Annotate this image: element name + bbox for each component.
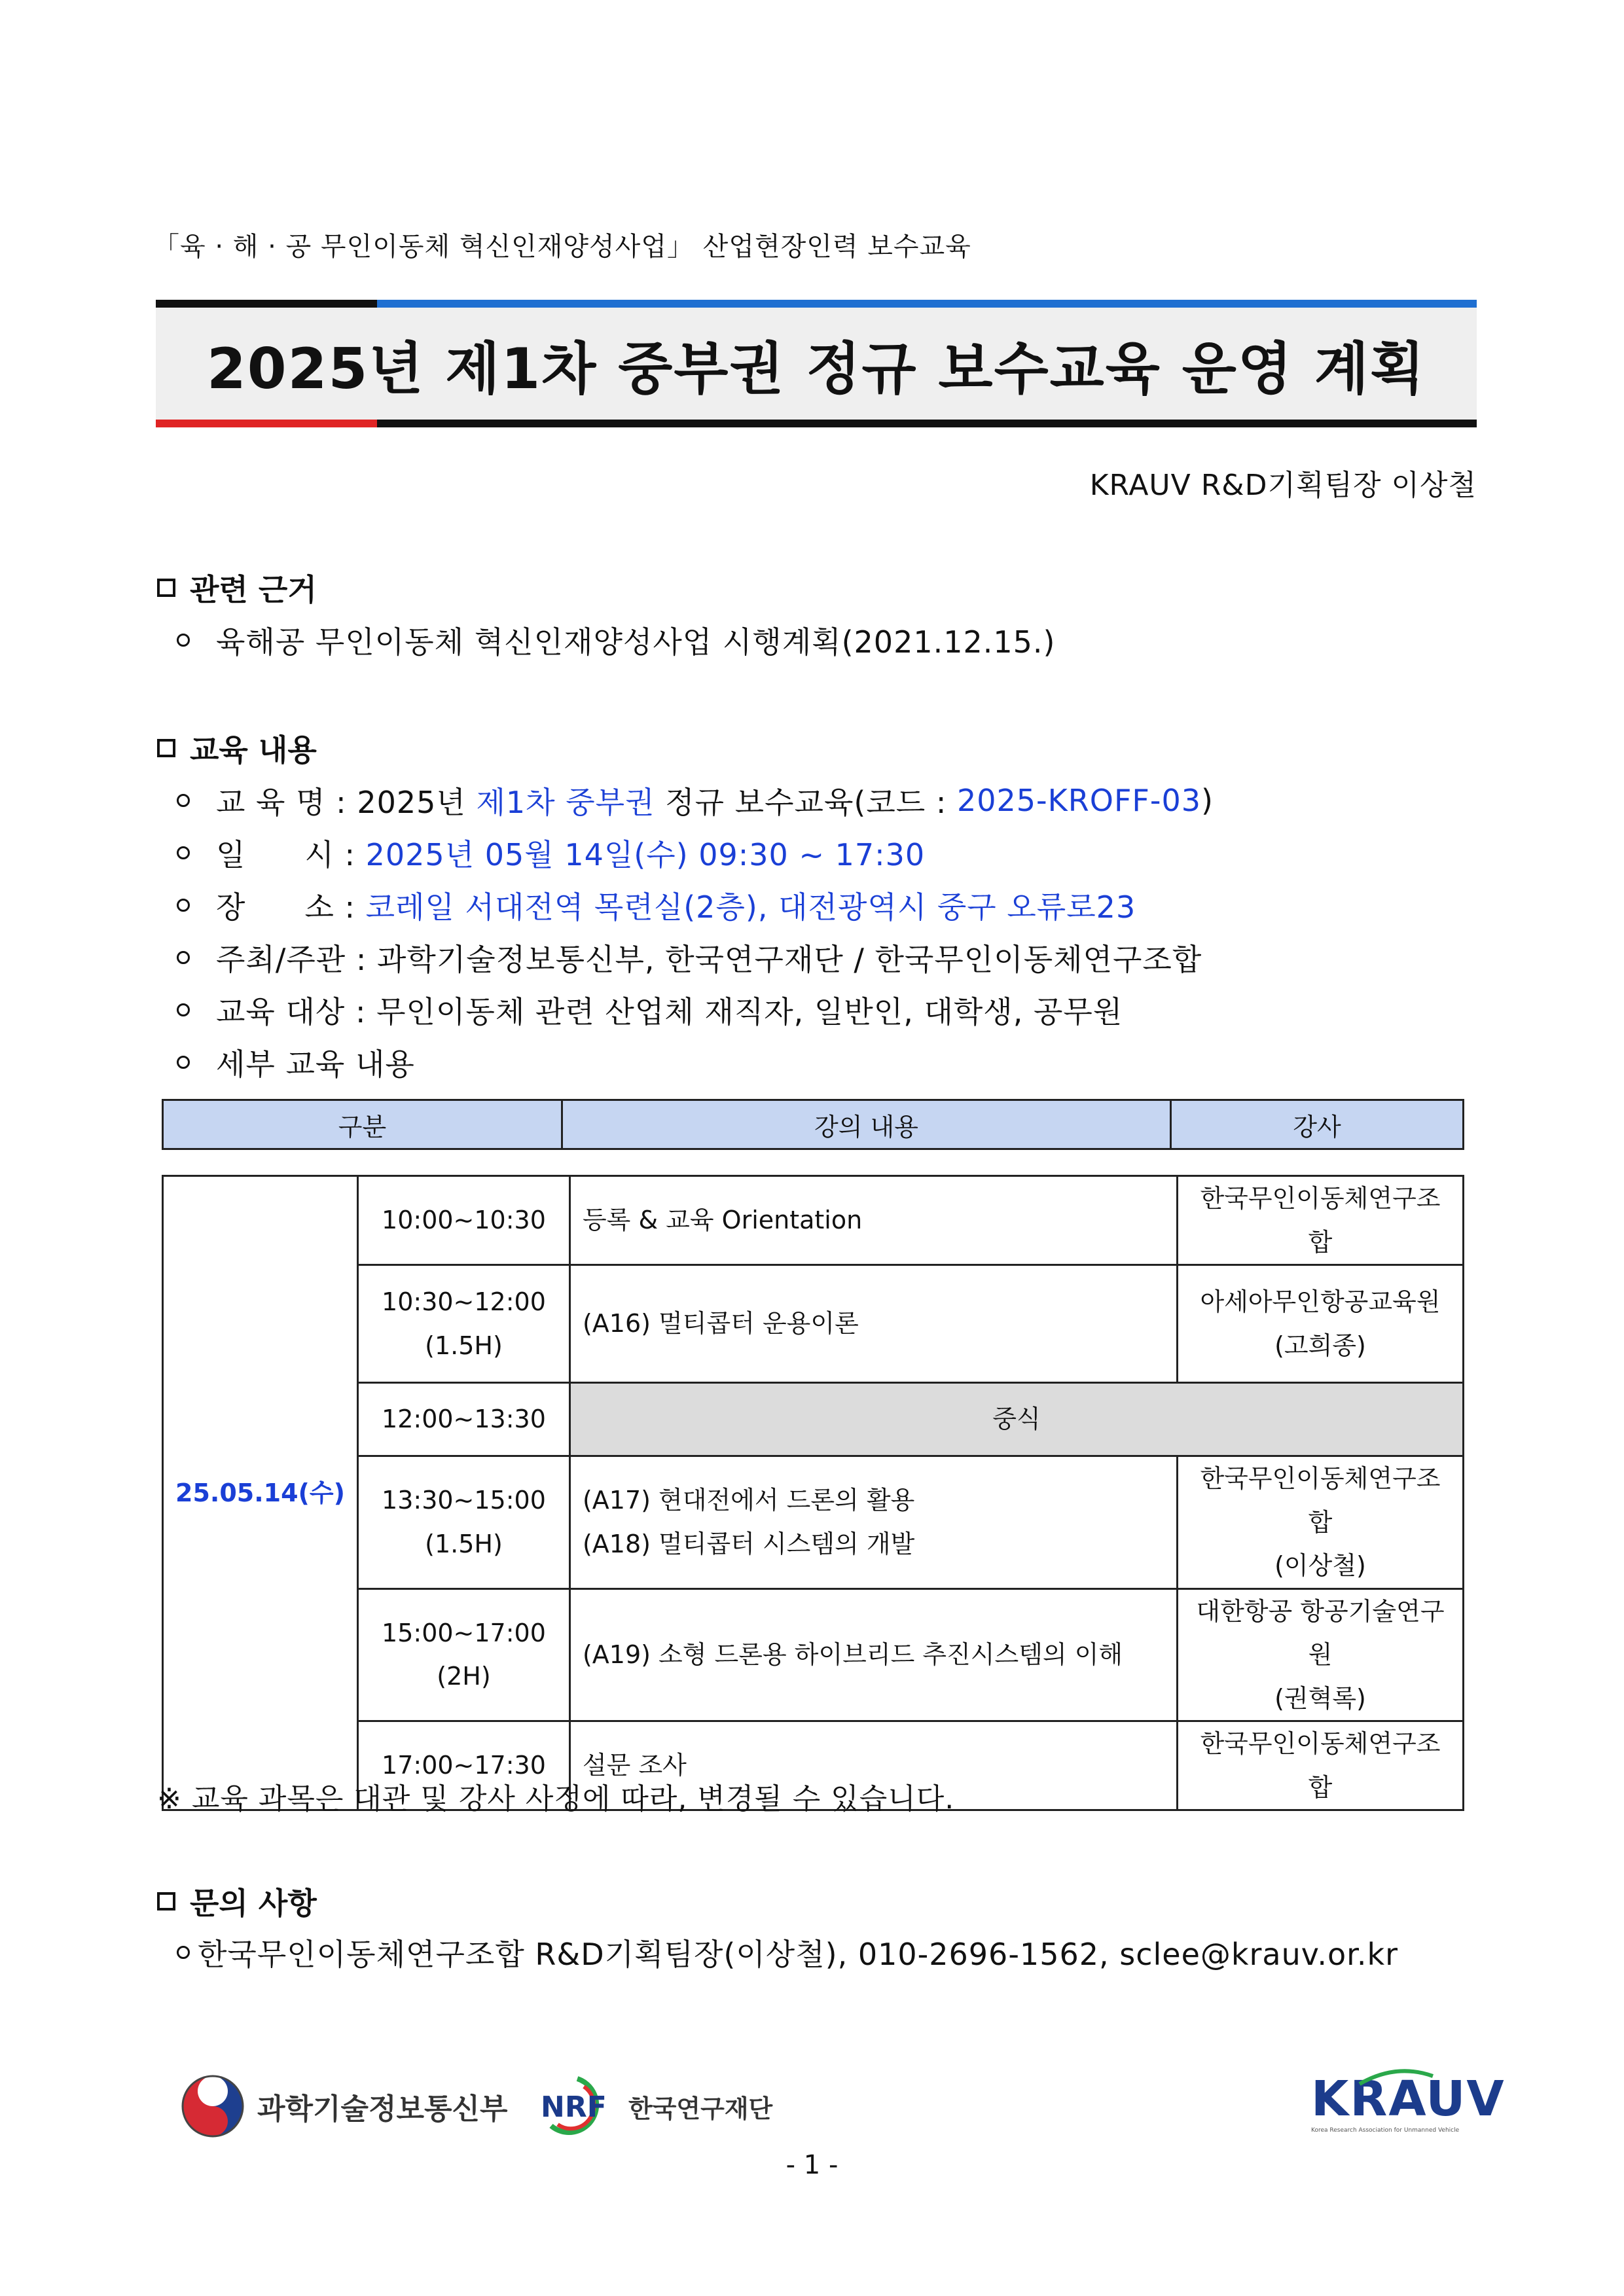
venue-value: 코레일 서대전역 목련실(2층), 대전광역시 중구 오류로23 [365, 889, 1136, 925]
target-item [177, 988, 1123, 1031]
nrf-logo [538, 2073, 772, 2139]
circle-bullet-icon [177, 794, 190, 807]
circle-bullet-icon [177, 899, 190, 912]
document-title: 2025년 제1차 중부권 정규 보수교육 운영 계획 [206, 336, 1426, 402]
instructor-cell [1177, 1588, 1463, 1721]
time-cell [357, 1265, 569, 1383]
taegeuk-icon [180, 2073, 245, 2139]
instructor-cell [1177, 1721, 1463, 1810]
circle-bullet-icon [177, 1003, 190, 1016]
lunch-text: 중식 [992, 1405, 1041, 1434]
venue-label-a: 장 [216, 889, 246, 925]
schedule-table [162, 1175, 1464, 1811]
instructor-text: 대한항공 항공기술연구원 [1196, 1596, 1445, 1669]
title-bar-top-right [377, 300, 1477, 308]
title-bar-bottom-left [156, 420, 377, 427]
time-text: 15:00~17:00 [382, 1618, 546, 1647]
document-subtitle: 「육 · 해 · 공 무인이동체 혁신인재양성사업」 산업현장인력 보수교육 [153, 232, 971, 262]
circle-bullet-icon [177, 951, 190, 964]
schedule-table-header [162, 1099, 1464, 1150]
schedule-value: 2025년 05월 14일(수) 09:30 ~ 17:30 [365, 837, 926, 872]
krauv-swoosh-icon [1357, 2067, 1435, 2087]
author-line: KRAUV R&D기획팀장 이상철 [1089, 469, 1477, 502]
schedule-label-a: 일 [216, 837, 246, 872]
detail-item [177, 1041, 415, 1084]
title-bar-top-left [156, 300, 377, 308]
target-text: 교육 대상 : 무인이동체 관련 산업체 재직자, 일반인, 대학생, 공무원 [216, 994, 1123, 1030]
basis-item [177, 619, 1055, 662]
contact-item [177, 1931, 1398, 1974]
checkbox-icon [157, 1892, 175, 1910]
time-text: 17:00~17:30 [382, 1751, 546, 1780]
time-text: 10:00~10:30 [382, 1206, 546, 1235]
host-text: 주최/주관 : 과학기술정보통신부, 한국연구재단 / 한국무인이동체연구조합 [216, 942, 1202, 977]
section-heading-contact [157, 1880, 317, 1923]
content-text: (A16) 멀티콥터 운용이론 [582, 1309, 859, 1338]
venue-label-b: 소 : [304, 889, 355, 925]
instructor-text: 한국무인이동체연구조합 [1200, 1184, 1441, 1257]
content-cell [569, 1176, 1177, 1265]
course-close: ) [1201, 783, 1214, 818]
time-text: 10:30~12:00 [382, 1287, 546, 1316]
lunch-cell [569, 1383, 1463, 1456]
section-heading-content [157, 726, 317, 770]
time-cell [357, 1383, 569, 1456]
krauv-logo [1311, 2071, 1506, 2134]
checkbox-icon [157, 739, 175, 757]
detail-text: 세부 교육 내용 [216, 1047, 415, 1082]
content-text: (A17) 현대전에서 드론의 활용 [582, 1486, 915, 1515]
course-label: 교 육 명 : [216, 785, 347, 820]
basis-text: 육해공 무인이동체 혁신인재양성사업 시행계획(2021.12.15.) [216, 624, 1056, 660]
host-item [177, 936, 1202, 979]
table-row [163, 1456, 1464, 1589]
section-heading-label: 교육 내용 [190, 732, 317, 768]
instructor-text: 한국무인이동체연구조합 [1200, 1464, 1441, 1537]
content-text: 설문 조사 [582, 1751, 687, 1780]
table-row [163, 1588, 1464, 1721]
msit-name: 과학기술정보통신부 [257, 2092, 508, 2126]
instructor-cell [1177, 1456, 1463, 1589]
change-notice: ※ 교육 과목은 대관 및 강사 사정에 따라, 변경될 수 있습니다. [157, 1782, 955, 1816]
time-cell [357, 1456, 569, 1589]
checkbox-icon [157, 579, 175, 597]
title-bar-bottom-right [377, 420, 1477, 427]
section-heading-basis [157, 566, 317, 609]
header-cell-instructor: 강사 [1171, 1100, 1464, 1149]
table-row [163, 1265, 1464, 1383]
contact-text: 한국무인이동체연구조합 R&D기획팀장(이상철), 010-2696-1562, sclee@krauv.or.kr [198, 1937, 1399, 1972]
course-highlight: 제1차 중부권 [476, 785, 655, 820]
time-text: 13:30~15:00 [382, 1486, 546, 1515]
content-cell [569, 1588, 1177, 1721]
circle-bullet-icon [177, 846, 190, 859]
instructor-text: 아세아무인항공교육원 [1200, 1287, 1441, 1316]
course-code: 2025-KROFF-03 [956, 783, 1202, 818]
table-row [163, 1383, 1464, 1456]
header-cell-content: 강의 내용 [562, 1100, 1171, 1149]
time-cell [357, 1176, 569, 1265]
content-cell [569, 1456, 1177, 1589]
circle-bullet-icon [177, 1946, 190, 1959]
course-type: 정규 보수교육(코드 : [665, 785, 947, 820]
krauv-wordmark: KRAUV [1311, 2071, 1506, 2127]
hours-text: (1.5H) [425, 1331, 503, 1360]
hours-text: (1.5H) [425, 1529, 503, 1558]
date-cell: 25.05.14(수) [163, 1176, 358, 1810]
course-name-item [177, 779, 1214, 822]
instructor-cell [1177, 1265, 1463, 1383]
time-cell [357, 1588, 569, 1721]
course-year: 2025년 [357, 785, 466, 820]
instructor-text: 한국무인이동체연구조합 [1200, 1729, 1441, 1802]
instructor-name: (고희종) [1274, 1331, 1366, 1360]
header-cell-category: 구분 [163, 1100, 562, 1149]
nrf-name: 한국연구재단 [628, 2094, 773, 2123]
krauv-tagline: Korea Research Association for Unmanned Vehicle [1311, 2127, 1460, 2134]
table-row [163, 1176, 1464, 1265]
instructor-name: (이상철) [1274, 1551, 1366, 1580]
venue-item [177, 884, 1136, 927]
msit-logo [180, 2073, 508, 2139]
schedule-item [177, 831, 925, 874]
section-heading-label: 관련 근거 [190, 572, 317, 607]
content-text: (A19) 소형 드론용 하이브리드 추진시스템의 이해 [582, 1640, 1123, 1669]
content-cell [569, 1265, 1177, 1383]
content-text: 등록 & 교육 Orientation [582, 1206, 863, 1235]
hours-text: (2H) [437, 1662, 491, 1691]
section-heading-label: 문의 사항 [190, 1886, 317, 1921]
instructor-cell [1177, 1176, 1463, 1265]
schedule-label-b: 시 : [304, 837, 355, 872]
circle-bullet-icon [177, 1056, 190, 1069]
instructor-name: (권혁록) [1274, 1683, 1366, 1713]
nrf-mark: NRF [541, 2090, 607, 2124]
time-text: 12:00~13:30 [382, 1405, 546, 1434]
circle-bullet-icon [177, 634, 190, 647]
page-number: - 1 - [785, 2150, 839, 2180]
content-text-2: (A18) 멀티콥터 시스템의 개발 [582, 1529, 915, 1558]
